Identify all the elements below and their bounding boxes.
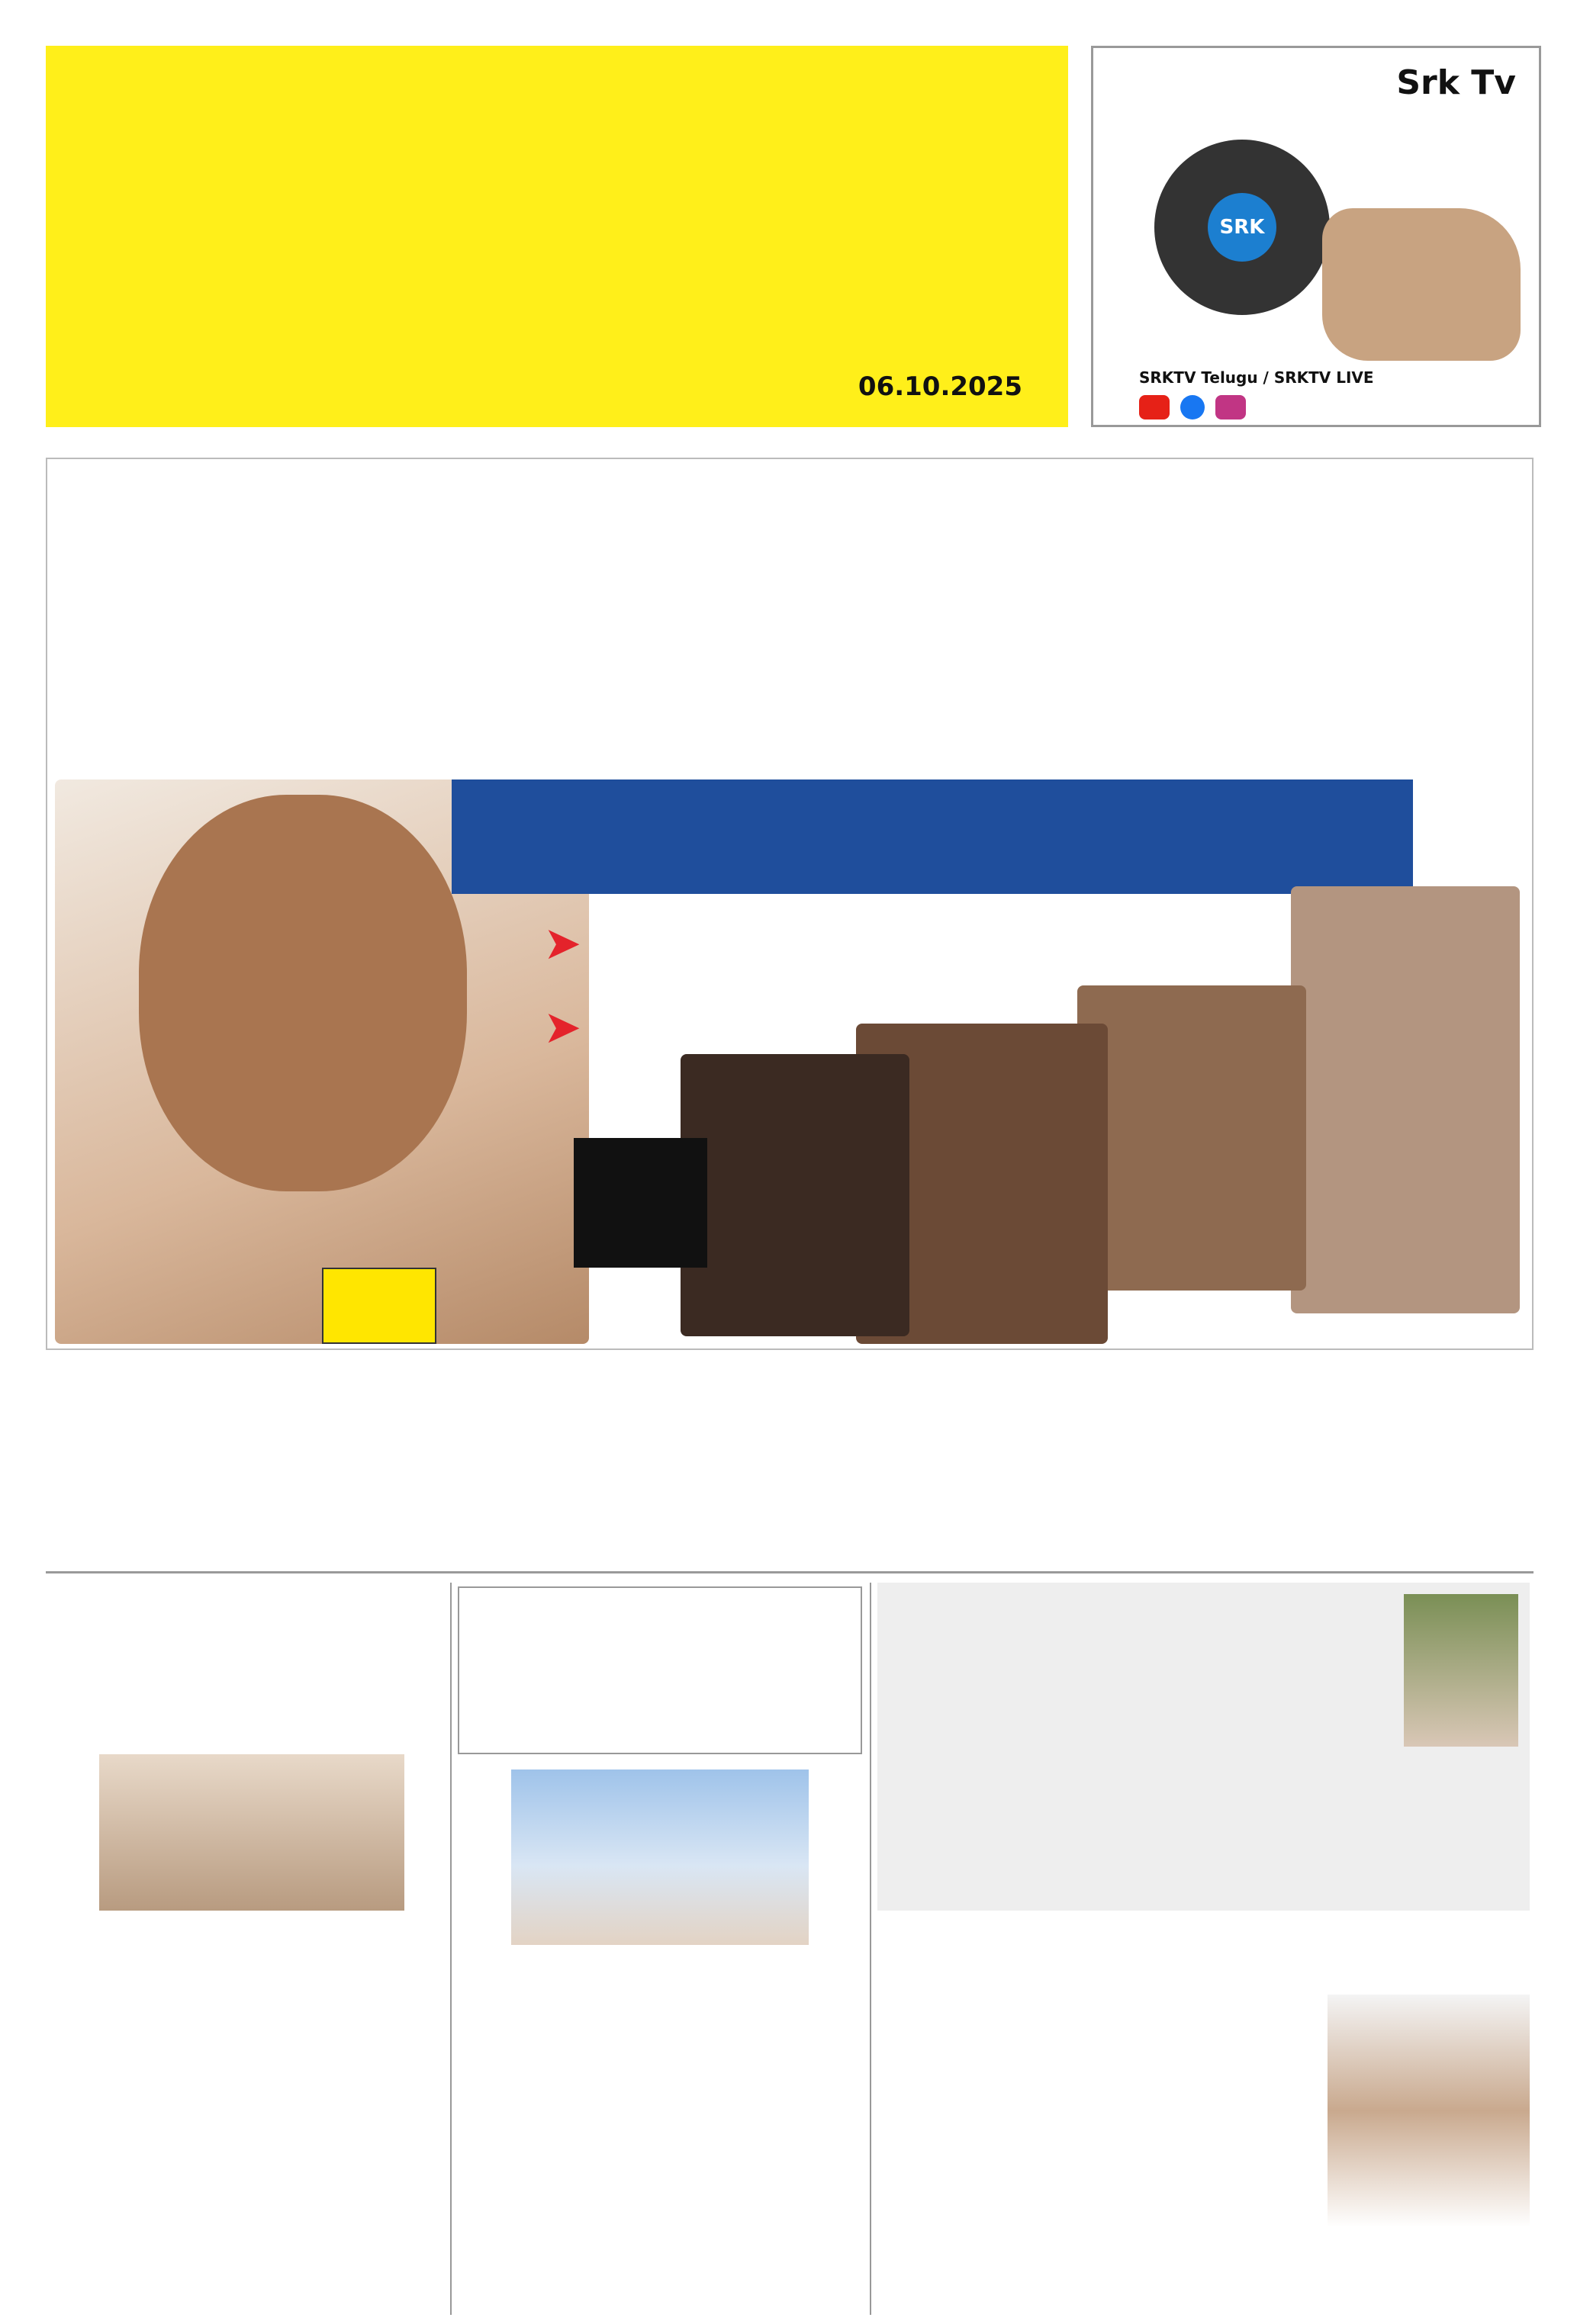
srk-title: Srk Tv (1396, 63, 1516, 102)
lead-subheadline (452, 779, 1413, 894)
mid-headline-box (458, 1586, 862, 1754)
arrow-icon: ➤ (543, 917, 582, 970)
details-box (574, 1138, 707, 1268)
youtube-icon[interactable] (1139, 395, 1170, 419)
issue-date-value: 06.10.2025 (858, 371, 1022, 402)
social-icons (1139, 395, 1246, 419)
mid-photo (511, 1770, 809, 1945)
lead-photo-face (139, 795, 467, 1191)
arrow-icon: ➤ (543, 1001, 582, 1054)
bullet-1 (543, 917, 594, 970)
right-top-photo (1404, 1594, 1518, 1747)
portrait-photo-4 (1291, 886, 1520, 1313)
left-photo (99, 1754, 404, 1911)
portrait-photo-1 (681, 1054, 909, 1336)
srk-badge: SRK (1208, 193, 1276, 262)
divider (450, 1583, 452, 2315)
instagram-icon[interactable] (1215, 395, 1246, 419)
portrait-photo-3 (1077, 985, 1306, 1291)
divider (870, 1583, 871, 2315)
issue-date (858, 366, 1022, 407)
bullet-2 (543, 1001, 594, 1054)
srk-live-label: SRKTV Telugu / SRKTV LIVE (1139, 368, 1374, 387)
facebook-icon[interactable] (1180, 395, 1205, 419)
lead-story (46, 458, 1534, 1350)
divider (46, 1571, 1534, 1573)
hand-image (1322, 208, 1521, 361)
srk-tv-ad[interactable] (1091, 46, 1541, 427)
masthead (46, 46, 1068, 427)
byline-box (322, 1268, 436, 1344)
right-bottom-photo (1328, 1995, 1530, 2227)
